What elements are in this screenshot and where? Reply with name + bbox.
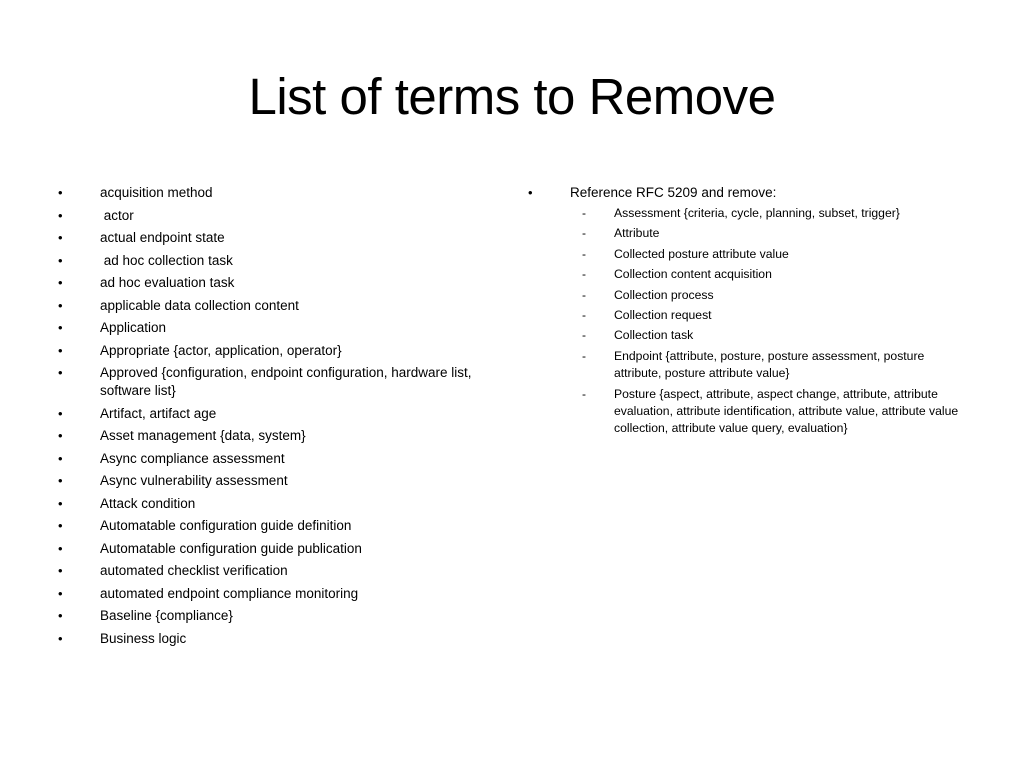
bullet-icon: • <box>58 405 63 421</box>
bullet-icon: • <box>58 207 63 223</box>
rfc-term-sublist <box>528 205 968 438</box>
dash-icon: - <box>582 226 586 241</box>
list-item <box>58 585 488 603</box>
dash-icon: - <box>582 246 586 261</box>
bullet-icon: • <box>58 608 63 623</box>
bullet-icon: • <box>528 185 533 200</box>
term-label: Artifact, artifact age <box>100 405 217 421</box>
sub-term-label: Posture {aspect, attribute, aspect change, attribute, attribute evaluation, attribute identification, attribute value, attribute value collection, attribute value query, evaluation} <box>614 386 959 436</box>
list-item <box>58 517 488 535</box>
sub-list-item <box>528 225 968 242</box>
bullet-icon: • <box>58 297 63 313</box>
bullet-icon: • <box>58 252 63 268</box>
bullet-icon: • <box>58 275 63 290</box>
right-term-list <box>528 184 968 442</box>
sub-list-item <box>528 307 968 324</box>
sub-list-item <box>528 266 968 283</box>
term-label: Attack condition <box>100 495 196 511</box>
sub-list-item <box>528 386 968 438</box>
list-item <box>528 184 968 438</box>
list-item <box>58 495 488 513</box>
bullet-icon: • <box>58 342 63 358</box>
bullet-icon: • <box>58 630 63 646</box>
term-label: ad hoc evaluation task <box>100 275 235 290</box>
sub-list-item <box>528 246 968 263</box>
list-item <box>58 252 488 270</box>
list-item <box>58 297 488 315</box>
dash-icon: - <box>582 287 586 302</box>
sub-list-item <box>528 327 968 344</box>
list-item <box>58 472 488 490</box>
list-item <box>58 319 488 337</box>
term-label: automated endpoint compliance monitoring <box>100 585 359 601</box>
sub-term-label: Collection task <box>614 328 694 343</box>
bullet-icon: • <box>58 185 63 200</box>
rfc-reference-heading: Reference RFC 5209 and remove: <box>570 185 777 200</box>
dash-icon: - <box>582 386 586 401</box>
bullet-icon: • <box>58 563 63 578</box>
list-item <box>58 562 488 580</box>
list-item <box>58 427 488 445</box>
bullet-icon: • <box>58 450 63 466</box>
list-item <box>58 342 488 360</box>
sub-term-label: Endpoint {attribute, posture, posture assessment, posture attribute, posture attribute value} <box>614 348 925 381</box>
term-label: automated checklist verification <box>100 563 288 578</box>
term-label: Asset management {data, system} <box>100 428 306 443</box>
dash-icon: - <box>582 308 586 323</box>
list-item <box>58 607 488 625</box>
term-label: Appropriate {actor, application, operator} <box>100 342 342 358</box>
term-label: Approved {configuration, endpoint configuration, hardware list, software list} <box>100 365 472 398</box>
dash-icon: - <box>582 267 586 282</box>
bullet-icon: • <box>58 518 63 533</box>
dash-icon: - <box>582 328 586 343</box>
term-label: Baseline {compliance} <box>100 608 233 623</box>
term-label: Async compliance assessment <box>100 450 285 466</box>
term-label: Automatable configuration guide publication <box>100 540 362 556</box>
sub-list-item <box>528 205 968 222</box>
sub-term-label: Attribute <box>614 226 660 241</box>
term-label: applicable data collection content <box>100 297 299 313</box>
list-item <box>58 540 488 558</box>
sub-term-label: Collection content acquisition <box>614 267 772 282</box>
bullet-icon: • <box>58 585 63 601</box>
sub-term-label: Collected posture attribute value <box>614 246 789 261</box>
term-label: actual endpoint state <box>100 230 225 245</box>
list-item <box>58 229 488 247</box>
list-item <box>58 364 488 400</box>
dash-icon: - <box>582 348 586 363</box>
bullet-icon: • <box>58 540 63 556</box>
list-item <box>58 274 488 292</box>
list-item <box>58 184 488 202</box>
sub-term-label: Assessment {criteria, cycle, planning, subset, trigger} <box>614 206 900 220</box>
dash-icon: - <box>582 206 586 220</box>
sub-term-label: Collection process <box>614 287 714 302</box>
term-label: Application <box>100 320 167 335</box>
list-item <box>58 450 488 468</box>
bullet-icon: • <box>58 428 63 443</box>
list-item <box>58 207 488 225</box>
bullet-icon: • <box>58 320 63 335</box>
sub-term-label: Collection request <box>614 308 712 323</box>
term-label: acquisition method <box>100 185 213 200</box>
term-label: Business logic <box>100 630 187 646</box>
term-label: Automatable configuration guide definition <box>100 518 352 533</box>
list-item <box>58 405 488 423</box>
term-label: actor <box>100 207 134 223</box>
bullet-icon: • <box>58 473 63 488</box>
sub-list-item <box>528 287 968 304</box>
list-item <box>58 630 488 648</box>
bullet-icon: • <box>58 495 63 511</box>
bullet-icon: • <box>58 365 63 380</box>
term-label: ad hoc collection task <box>100 252 233 268</box>
term-label: Async vulnerability assessment <box>100 473 288 488</box>
left-term-list <box>58 184 488 652</box>
slide-title: List of terms to Remove <box>248 68 776 125</box>
sub-list-item <box>528 348 968 383</box>
bullet-icon: • <box>58 230 63 245</box>
